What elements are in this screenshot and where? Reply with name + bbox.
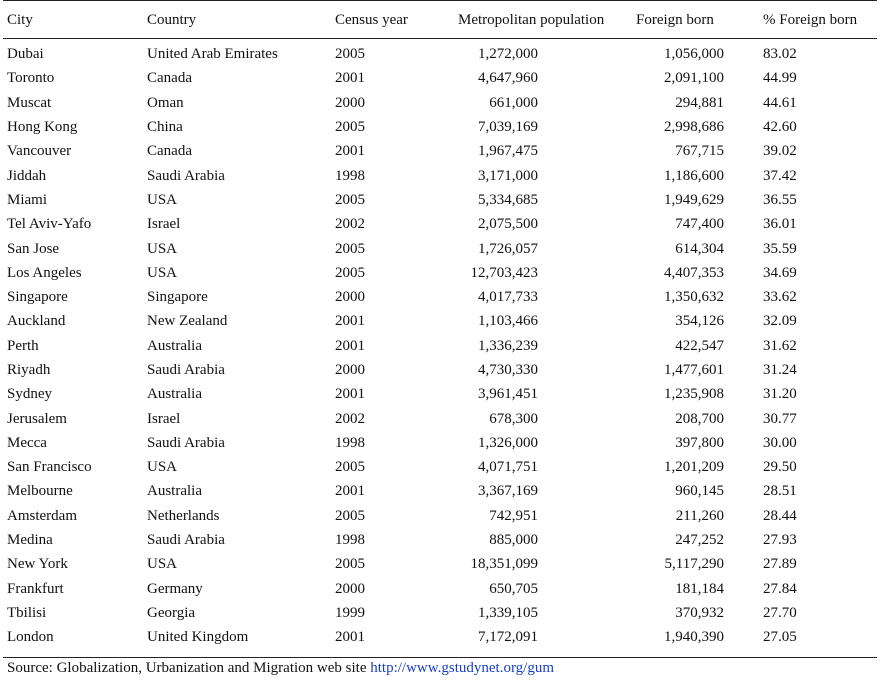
cell-metropolitan-population: 7,039,169 xyxy=(478,119,538,136)
cell-census-year: 2005 xyxy=(335,556,365,573)
cell-city: London xyxy=(3,625,143,658)
cell-country: Saudi Arabia xyxy=(147,167,225,184)
cell-percent-foreign-born: 35.59 xyxy=(763,240,797,257)
cell-country: USA xyxy=(147,191,178,208)
cell-country: Australia xyxy=(147,483,202,500)
cell-country: Israel xyxy=(147,216,181,233)
cell-census-year: 2000 xyxy=(335,289,365,306)
table-row xyxy=(3,285,877,309)
cell-census-year: 1998 xyxy=(335,532,365,549)
cell-census-year: 2001 xyxy=(335,337,365,354)
source-link[interactable]: http://www.gstudynet.org/gum xyxy=(370,660,554,676)
cell-census-year: 2005 xyxy=(335,240,365,257)
table-row xyxy=(3,577,877,601)
header-census-year: Census year xyxy=(331,1,454,39)
cell-percent-foreign-born: 36.55 xyxy=(763,191,797,208)
cell-city: San Jose xyxy=(7,240,60,257)
table-row xyxy=(3,601,877,625)
cell-city: Dubai xyxy=(7,46,44,63)
cell-city: Amsterdam xyxy=(7,507,77,524)
cell-foreign-born: 1,201,209 xyxy=(664,459,724,476)
cell-country: Germany xyxy=(147,580,203,597)
cell-city: Singapore xyxy=(7,289,68,306)
cell-percent-foreign-born: 27.84 xyxy=(763,580,797,597)
cell-foreign-born: 1,949,629 xyxy=(664,191,724,208)
cell-percent-foreign-born: 83.02 xyxy=(763,46,797,63)
cell-country: Australia xyxy=(147,386,202,403)
table-row xyxy=(3,309,877,333)
cell-foreign-born: 614,304 xyxy=(675,240,724,257)
cell-census-year: 2005 xyxy=(335,459,365,476)
cell-metropolitan-population: 5,334,685 xyxy=(478,191,538,208)
cell-percent-foreign-born: 28.44 xyxy=(763,507,797,524)
cell-metropolitan-population: 12,703,423 xyxy=(470,264,538,281)
cell-census-year: 2005 xyxy=(335,507,365,524)
table-row xyxy=(3,406,877,430)
cell-percent-foreign-born: 33.62 xyxy=(763,289,797,306)
cell-census-year: 2002 xyxy=(335,410,365,427)
cell-metropolitan-population: 661,000 xyxy=(489,94,538,111)
header-row xyxy=(3,1,877,39)
table-body xyxy=(3,39,877,658)
cell-census-year: 1999 xyxy=(335,604,365,621)
cell-metropolitan-population: 1,726,057 xyxy=(478,240,538,257)
cell-census-year: 2000 xyxy=(335,362,365,378)
cell-percent-foreign-born: 32.09 xyxy=(763,313,797,330)
cell-city: Auckland xyxy=(7,313,66,330)
cell-city: Medina xyxy=(7,532,53,549)
cell-country: USA xyxy=(147,459,178,476)
cell-percent-foreign-born: 27.05 xyxy=(755,625,877,658)
cell-foreign-born: 181,184 xyxy=(675,580,724,597)
header-foreign-born: Foreign born xyxy=(632,1,755,39)
cell-census-year: 2001 xyxy=(335,70,365,87)
cell-foreign-born: 354,126 xyxy=(675,313,724,330)
cell-city: Vancouver xyxy=(7,143,72,160)
cell-percent-foreign-born: 31.62 xyxy=(763,337,797,354)
table-row xyxy=(3,212,877,236)
cell-percent-foreign-born: 30.00 xyxy=(763,434,797,451)
table-row xyxy=(3,431,877,455)
cell-metropolitan-population: 650,705 xyxy=(489,580,538,597)
cell-foreign-born: 422,547 xyxy=(675,337,724,354)
table-row xyxy=(3,236,877,260)
cell-city: Riyadh xyxy=(7,362,51,378)
cell-country: Saudi Arabia xyxy=(147,362,225,378)
cell-city: Muscat xyxy=(7,94,52,111)
cell-metropolitan-population: 885,000 xyxy=(489,532,538,549)
cell-country: New Zealand xyxy=(147,313,228,330)
cell-census-year: 2001 xyxy=(335,143,365,160)
cell-country: Canada xyxy=(147,70,192,87)
cell-city: Toronto xyxy=(7,70,55,87)
cell-country: Netherlands xyxy=(147,507,220,524)
cell-country: China xyxy=(147,119,183,136)
cell-country: Canada xyxy=(147,143,192,160)
cell-percent-foreign-born: 27.89 xyxy=(763,556,797,573)
cell-city: Perth xyxy=(7,337,39,354)
cell-metropolitan-population: 7,172,091 xyxy=(454,625,632,658)
table-row xyxy=(3,188,877,212)
cell-foreign-born: 1,940,390 xyxy=(632,625,755,658)
cell-city: Jerusalem xyxy=(7,410,67,427)
table-row xyxy=(3,358,877,382)
cell-percent-foreign-born: 36.01 xyxy=(763,216,797,233)
cell-city: Sydney xyxy=(7,386,52,403)
table-row xyxy=(3,455,877,479)
cell-percent-foreign-born: 31.20 xyxy=(763,386,797,403)
cell-foreign-born: 1,235,908 xyxy=(664,386,724,403)
cell-metropolitan-population: 1,967,475 xyxy=(478,143,538,160)
cell-foreign-born: 370,932 xyxy=(675,604,724,621)
cell-city: Frankfurt xyxy=(7,580,64,597)
cell-metropolitan-population: 3,961,451 xyxy=(478,386,538,403)
table-row xyxy=(3,139,877,163)
cell-metropolitan-population: 742,951 xyxy=(489,507,538,524)
header-metropolitan-population: Metropolitan population xyxy=(454,1,632,39)
cell-country: Oman xyxy=(147,94,184,111)
cell-foreign-born: 1,186,600 xyxy=(664,167,724,184)
cell-country: United Kingdom xyxy=(143,625,331,658)
cell-metropolitan-population: 3,171,000 xyxy=(478,167,538,184)
cell-foreign-born: 294,881 xyxy=(675,94,724,111)
cell-percent-foreign-born: 27.70 xyxy=(763,604,797,621)
cell-country: Australia xyxy=(147,337,202,354)
cell-census-year: 2001 xyxy=(335,483,365,500)
cell-census-year: 2005 xyxy=(335,119,365,136)
table-row xyxy=(3,528,877,552)
cell-percent-foreign-born: 44.61 xyxy=(763,94,797,111)
cell-census-year: 2005 xyxy=(335,264,365,281)
cell-percent-foreign-born: 27.93 xyxy=(763,532,797,549)
cell-metropolitan-population: 678,300 xyxy=(489,410,538,427)
cell-foreign-born: 397,800 xyxy=(675,434,724,451)
cell-percent-foreign-born: 42.60 xyxy=(763,119,797,136)
table-row xyxy=(3,163,877,187)
header-percent-foreign-born: % Foreign born xyxy=(755,1,877,39)
cell-foreign-born: 5,117,290 xyxy=(664,556,724,573)
cell-city: Tel Aviv-Yafo xyxy=(7,216,92,233)
cell-metropolitan-population: 4,730,330 xyxy=(478,362,538,378)
cell-percent-foreign-born: 37.42 xyxy=(763,167,797,184)
header-city: City xyxy=(3,1,143,39)
cell-census-year: 2002 xyxy=(335,216,365,233)
source-note xyxy=(7,660,554,677)
foreign-born-table xyxy=(3,0,877,658)
table-row xyxy=(3,91,877,115)
cell-metropolitan-population: 1,339,105 xyxy=(478,604,538,621)
table-row xyxy=(3,504,877,528)
cell-city: Los Angeles xyxy=(7,264,82,281)
cell-foreign-born: 2,998,686 xyxy=(664,119,724,136)
cell-country: Singapore xyxy=(147,289,208,306)
cell-country: United Arab Emirates xyxy=(147,46,278,63)
cell-metropolitan-population: 1,336,239 xyxy=(478,337,538,354)
cell-census-year: 2001 xyxy=(335,386,365,403)
cell-percent-foreign-born: 39.02 xyxy=(763,143,797,160)
cell-percent-foreign-born: 31.24 xyxy=(763,362,797,378)
cell-metropolitan-population: 1,326,000 xyxy=(478,434,538,451)
cell-country: Israel xyxy=(147,410,181,427)
cell-census-year: 2000 xyxy=(335,580,365,597)
header-country: Country xyxy=(143,1,331,39)
cell-percent-foreign-born: 30.77 xyxy=(763,410,797,427)
table-row xyxy=(3,115,877,139)
table-row xyxy=(3,66,877,90)
cell-foreign-born: 747,400 xyxy=(675,216,724,233)
table-row xyxy=(3,479,877,503)
cell-census-year: 2001 xyxy=(331,625,454,658)
cell-country: USA xyxy=(147,264,178,281)
cell-city: Mecca xyxy=(7,434,47,451)
cell-foreign-born: 960,145 xyxy=(675,483,724,500)
cell-foreign-born: 211,260 xyxy=(675,507,724,524)
cell-city: Melbourne xyxy=(7,483,73,500)
cell-census-year: 2005 xyxy=(335,46,365,63)
cell-census-year: 2000 xyxy=(335,94,365,111)
cell-percent-foreign-born: 29.50 xyxy=(763,459,797,476)
cell-metropolitan-population: 4,017,733 xyxy=(478,289,538,306)
cell-census-year: 1998 xyxy=(335,167,365,184)
table-row xyxy=(3,334,877,358)
cell-foreign-born: 247,252 xyxy=(675,532,724,549)
table-row xyxy=(3,552,877,576)
cell-city: Hong Kong xyxy=(7,119,78,136)
cell-metropolitan-population: 1,103,466 xyxy=(478,313,538,330)
table-row xyxy=(3,261,877,285)
cell-census-year: 2005 xyxy=(335,191,365,208)
cell-percent-foreign-born: 28.51 xyxy=(763,483,797,500)
cell-metropolitan-population: 4,647,960 xyxy=(478,70,538,87)
source-text: Source: Globalization, Urbanization and Migration web site xyxy=(7,660,371,676)
cell-foreign-born: 2,091,100 xyxy=(664,70,724,87)
cell-metropolitan-population: 18,351,099 xyxy=(470,556,538,573)
cell-census-year: 2001 xyxy=(335,313,365,330)
cell-city: San Francisco xyxy=(7,459,92,476)
cell-foreign-born: 767,715 xyxy=(675,143,724,160)
cell-city: New York xyxy=(7,556,68,573)
cell-city: Jiddah xyxy=(7,167,47,184)
table-row xyxy=(3,625,877,658)
cell-country: Saudi Arabia xyxy=(147,434,225,451)
cell-foreign-born: 4,407,353 xyxy=(664,264,724,281)
cell-metropolitan-population: 4,071,751 xyxy=(478,459,538,476)
table-row xyxy=(3,39,877,67)
cell-percent-foreign-born: 44.99 xyxy=(763,70,797,87)
cell-census-year: 1998 xyxy=(335,434,365,451)
cell-metropolitan-population: 1,272,000 xyxy=(478,46,538,63)
cell-country: USA xyxy=(147,240,178,257)
cell-percent-foreign-born: 34.69 xyxy=(763,264,797,281)
cell-metropolitan-population: 2,075,500 xyxy=(478,216,538,233)
cell-country: USA xyxy=(147,556,178,573)
cell-foreign-born: 208,700 xyxy=(675,410,724,427)
cell-foreign-born: 1,056,000 xyxy=(664,46,724,63)
table-row xyxy=(3,382,877,406)
cell-country: Saudi Arabia xyxy=(147,532,225,549)
cell-metropolitan-population: 3,367,169 xyxy=(478,483,538,500)
cell-country: Georgia xyxy=(147,604,196,621)
table-header xyxy=(3,1,877,39)
cell-foreign-born: 1,350,632 xyxy=(664,289,724,306)
cell-city: Tbilisi xyxy=(7,604,47,621)
cell-foreign-born: 1,477,601 xyxy=(664,362,724,378)
cell-city: Miami xyxy=(7,191,47,208)
